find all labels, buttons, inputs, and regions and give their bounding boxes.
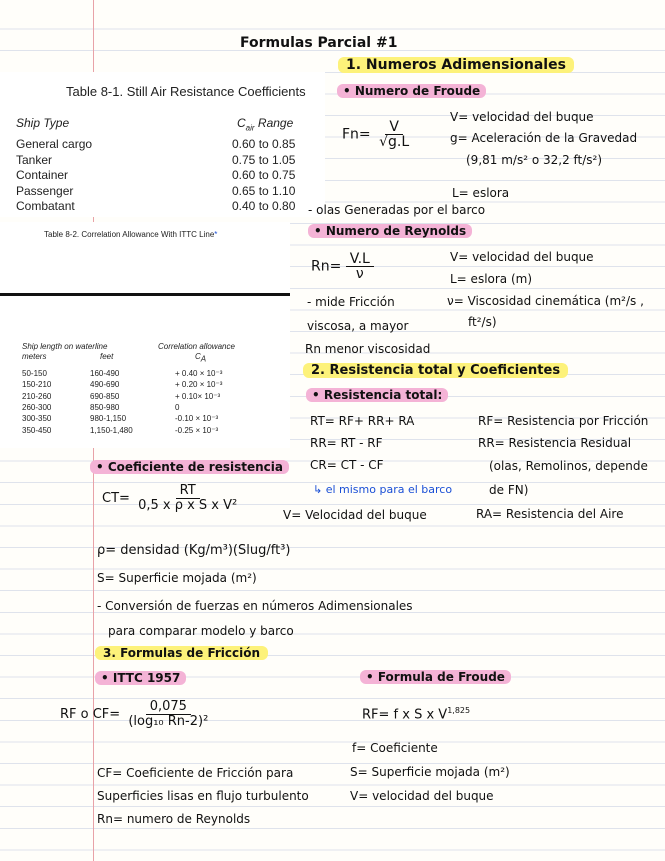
table2-h-length: Ship length on waterline [22, 342, 108, 351]
reynolds-formula: Rn= $\frac{V.L}{\nu}$ [311, 252, 374, 281]
table2-row-feet: 490-690 [90, 380, 120, 390]
rr-definition-2: (olas, Remolinos, depende [489, 459, 648, 473]
table1-caption: Table 8-1. Still Air Resistance Coefficients [66, 84, 306, 99]
rf-definition: RF= Resistencia por Fricción [478, 414, 649, 428]
table1-row-range: 0.65 to 1.10 [232, 183, 296, 198]
cf-definition-1: CF= Coeficiente de Fricción para [97, 766, 294, 780]
table2-row-meters: 210-260 [22, 391, 52, 401]
rr-definition: RR= Resistencia Residual [478, 436, 632, 450]
table2-row-feet: 160-490 [90, 369, 120, 378]
ittc-formula: RF o CF= $\frac{0,075}{\text{(log₁₀ Rn-2)²}}$ [60, 699, 209, 729]
table1-col-ship: Ship Type [16, 116, 70, 130]
table1-col-range: $C_{air}$ Range [237, 116, 294, 133]
table1-row-range: 0.60 to 0.85 [232, 137, 296, 151]
table1-row-range: 0.60 to 0.75 [232, 168, 296, 182]
cf-definition-3: Rn= numero de Reynolds [97, 812, 251, 826]
vf-definition: V= velocidad del buque [350, 789, 494, 803]
table2-row-feet: 850-980 [90, 402, 120, 412]
table2-row-ca: 0 [175, 402, 180, 412]
section2-heading: 2. Resistencia total y Coeficientes [303, 364, 568, 378]
page-title: Formulas Parcial #1 [240, 35, 398, 51]
froude-l-def: L= eslora [452, 186, 510, 200]
table2-row-ca: -0.25 × 10⁻³ [175, 425, 219, 435]
table2-caption: Table 8-2. Correlation Allowance With ITTC Line* [44, 230, 218, 239]
table1-row-range: 0.75 to 1.05 [232, 152, 296, 167]
table1-row-type: Tanker [16, 152, 53, 167]
cf-definition-2: Superficies lisas en flujo turbulento [97, 789, 309, 803]
table1-row-type: Passenger [16, 183, 74, 198]
table2-row-feet: 690-850 [90, 391, 120, 401]
table2-h-meters: meters [22, 352, 47, 361]
froude-formula-heading: • Formula de Froude [360, 670, 511, 684]
reynolds-l-def: L= eslora (m) [450, 272, 533, 286]
table1-row-type: Combatant [16, 199, 75, 213]
section1-heading: 1. Numeros Adimensionales [338, 58, 574, 72]
table2-h-corr: Correlation allowance [158, 342, 235, 351]
table2-row-meters: 150-210 [22, 380, 52, 390]
equation-rt: RT= RF+ RR+ RA [310, 414, 415, 428]
table1-row-range: 0.40 to 0.80 [232, 199, 296, 213]
reynolds-nu-def2: ft²/s) [468, 315, 497, 329]
table2-row-ca: + 0.10× 10⁻³ [175, 391, 221, 401]
ct-formula: CT= $\frac{RT}{\text{0,5 x ρ x S x V²}}$ [102, 483, 238, 513]
reynolds-heading: • Numero de Reynolds [308, 224, 472, 238]
ra-definition: RA= Resistencia del Aire [476, 507, 624, 521]
froude-heading: • Numero de Froude [337, 84, 486, 98]
table2-row-meters: 260-300 [22, 402, 52, 412]
table2-row-ca: -0.10 × 10⁻³ [175, 414, 219, 424]
equation-rr: RR= RT - RF [310, 436, 383, 450]
sf-definition: S= Superficie mojada (m²) [350, 765, 510, 779]
froude-g-values: (9,81 m/s² o 32,2 ft/s²) [466, 153, 603, 167]
conversion-note-2: para comparar modelo y barco [108, 624, 294, 638]
table1-row-type: Container [16, 168, 69, 182]
s-definition: S= Superficie mojada (m²) [97, 571, 257, 585]
section3-heading: 3. Formulas de Fricción [95, 646, 268, 660]
ct-heading: • Coeficiente de resistencia [90, 460, 289, 474]
blue-note: ↳ el mismo para el barco [313, 483, 453, 496]
table2-row-feet: 980-1,150 [90, 414, 127, 424]
table1-row-type: General cargo [16, 137, 93, 151]
table2-row-ca: + 0.40 × 10⁻³ [175, 369, 223, 378]
conversion-note-1: - Conversión de fuerzas en números Adimensionales [97, 599, 413, 613]
reynolds-v-def: V= velocidad del buque [450, 250, 594, 264]
froude-formula: Fn= $\frac{V}{√g.L}$ [342, 119, 410, 150]
rr-definition-3: de FN) [489, 483, 529, 497]
ittc-heading: • ITTC 1957 [95, 671, 186, 685]
reynolds-nu-def: ν= Viscosidad cinemática (m²/s , [447, 294, 644, 308]
reynolds-note-1: - mide Fricción [307, 295, 395, 309]
froude-olas-note: - olas Generadas por el barco [308, 203, 486, 217]
rho-definition: ρ= densidad (Kg/m³)(Slug/ft³) [97, 543, 291, 558]
reynolds-note-3: Rn menor viscosidad [305, 342, 431, 356]
equation-cr: CR= CT - CF [310, 458, 384, 472]
ct-v-def: V= Velocidad del buque [283, 508, 427, 522]
table2-row-meters: 300-350 [22, 414, 52, 424]
table2-row-meters: 50-150 [22, 369, 47, 378]
table2-row-feet: 1,150-1,480 [90, 425, 133, 435]
froude-v-def: V= velocidad del buque [450, 110, 594, 124]
reynolds-note-2: viscosa, a mayor [307, 319, 409, 333]
froude-rf-formula: RF= f x S x V$^{1,825}$ [362, 706, 471, 723]
table2-h-ca: $C_A$ [195, 352, 207, 364]
table2-row-meters: 350-450 [22, 425, 52, 435]
froude-g-def: g= Aceleración de la Gravedad [450, 131, 638, 145]
table2-h-feet: feet [100, 352, 114, 361]
total-resistance-heading: • Resistencia total: [306, 388, 448, 402]
f-definition: f= Coeficiente [352, 741, 438, 755]
table2-row-ca: + 0.20 × 10⁻³ [175, 380, 223, 390]
